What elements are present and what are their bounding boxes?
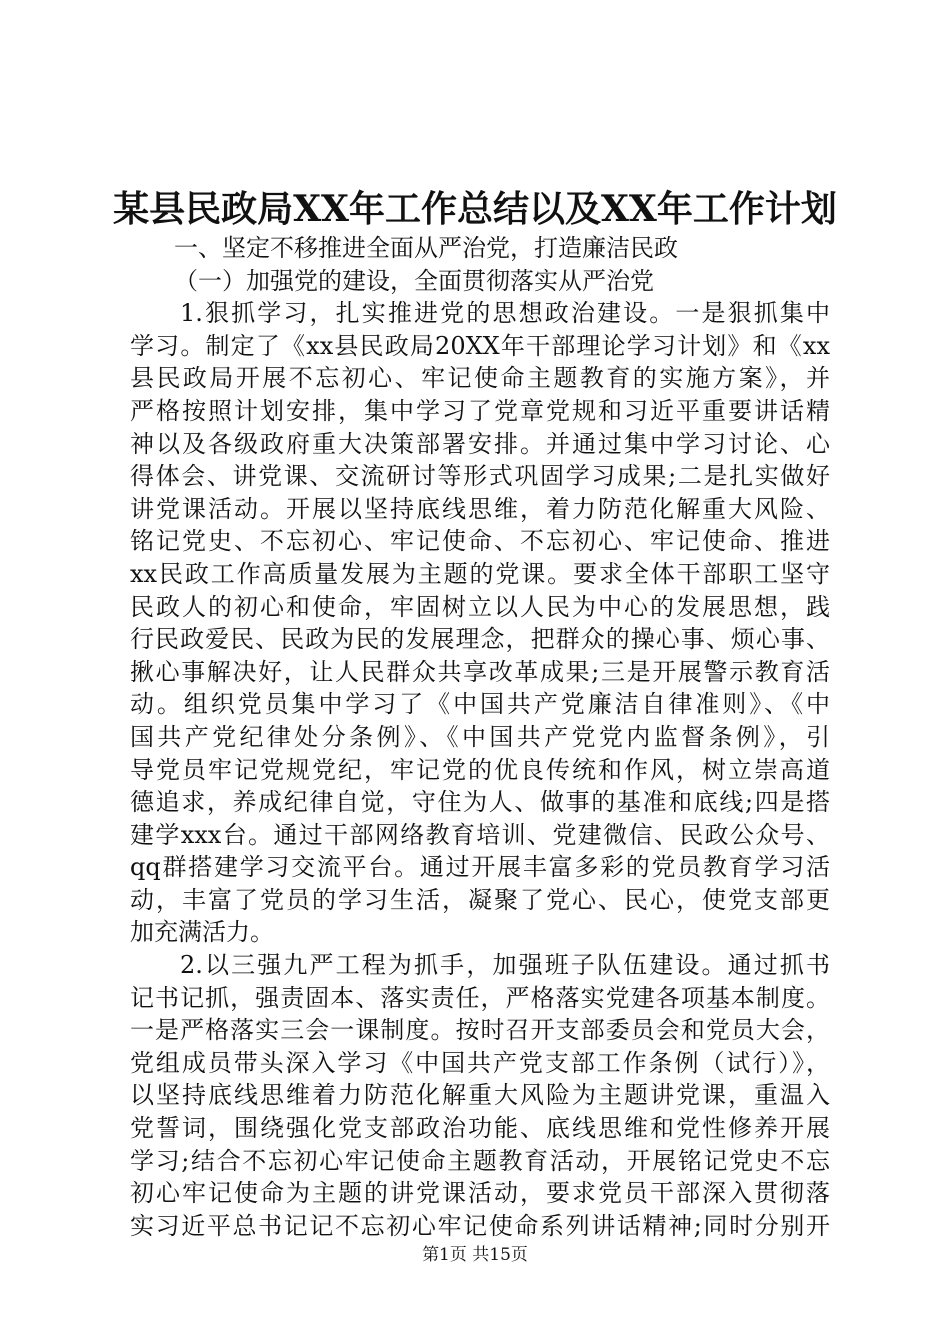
- paragraph-line: 2.以三强九严工程为抓手，加强班子队伍建设。通过抓书: [180, 951, 830, 980]
- paragraph-line: 实习近平总书记记不忘初心牢记使命系列讲话精神;同时分别开: [130, 1211, 830, 1240]
- paragraph-line: 讲党课活动。开展以坚持底线思维，着力防范化解重大风险、: [130, 494, 830, 523]
- paragraph-line: 学习;结合不忘初心牢记使命主题教育活动，开展铭记党史不忘: [130, 1146, 830, 1175]
- paragraph-line: 揪心事解决好，让人民群众共享改革成果;三是开展警示教育活: [130, 657, 830, 686]
- paragraph-line: 学习。制定了《xx县民政局20XX年干部理论学习计划》和《xx: [130, 331, 830, 360]
- paragraph-line: 行民政爱民、民政为民的发展理念，把群众的操心事、烦心事、: [130, 625, 830, 654]
- paragraph-line: 神以及各级政府重大决策部署安排。并通过集中学习讨论、心: [130, 429, 830, 458]
- paragraph-line: 铭记党史、不忘初心、牢记使命、不忘初心、牢记使命、推进: [130, 527, 830, 556]
- paragraph-line: 1.狠抓学习，扎实推进党的思想政治建设。一是狠抓集中: [180, 299, 830, 328]
- document-body: [130, 232, 830, 1242]
- paragraph-line: 建学xxx台。通过干部网络教育培训、党建微信、民政公众号、: [130, 820, 830, 849]
- paragraph-line: 动，丰富了党员的学习生活，凝聚了党心、民心，使党支部更: [130, 885, 830, 914]
- paragraph-line: 党誓词，围绕强化党支部政治功能、底线思维和党性修养开展: [130, 1114, 830, 1143]
- paragraph-line: qq群搭建学习交流平台。通过开展丰富多彩的党员教育学习活: [130, 853, 830, 882]
- paragraph-line: 一是严格落实三会一课制度。按时召开支部委员会和党员大会，: [130, 1016, 830, 1045]
- subsection-heading: （一）加强党的建设，全面贯彻落实从严治党: [174, 266, 654, 295]
- paragraph-line: 记书记抓，强责固本、落实责任，严格落实党建各项基本制度。: [130, 983, 830, 1012]
- paragraph-line: 民政人的初心和使命，牢固树立以人民为中心的发展思想，践: [130, 592, 830, 621]
- paragraph-line: 得体会、讲党课、交流研讨等形式巩固学习成果;二是扎实做好: [130, 462, 830, 491]
- paragraph-line: 动。组织党员集中学习了《中国共产党廉洁自律准则》、《中: [130, 690, 830, 719]
- paragraph-line: 以坚持底线思维着力防范化解重大风险为主题讲党课，重温入: [130, 1081, 830, 1110]
- paragraph-line: 国共产党纪律处分条例》、《中国共产党党内监督条例》，引: [130, 722, 830, 751]
- document-title: 某县民政局XX年工作总结以及XX年工作计划: [113, 188, 837, 230]
- section-heading: 一、坚定不移推进全面从严治党，打造廉洁民政: [174, 234, 678, 262]
- paragraph-line: 县民政局开展不忘初心、牢记使命主题教育的实施方案》，并: [130, 364, 830, 393]
- paragraph-line: xx民政工作高质量发展为主题的党课。要求全体干部职工坚守: [130, 559, 830, 588]
- paragraph-line: 导党员牢记党规党纪，牢记党的优良传统和作风，树立崇高道: [130, 755, 830, 784]
- paragraph-line: 严格按照计划安排，集中学习了党章党规和习近平重要讲话精: [130, 396, 830, 425]
- paragraph-line: 加充满活力。: [130, 918, 274, 947]
- paragraph-line: 党组成员带头深入学习《中国共产党支部工作条例（试行）》，: [130, 1048, 830, 1077]
- paragraph-line: 德追求，养成纪律自觉，守住为人、做事的基准和底线;四是搭: [130, 788, 830, 817]
- page-footer: 第1页 共15页: [422, 1245, 528, 1265]
- paragraph-line: 初心牢记使命为主题的讲党课活动，要求党员干部深入贯彻落: [130, 1179, 830, 1208]
